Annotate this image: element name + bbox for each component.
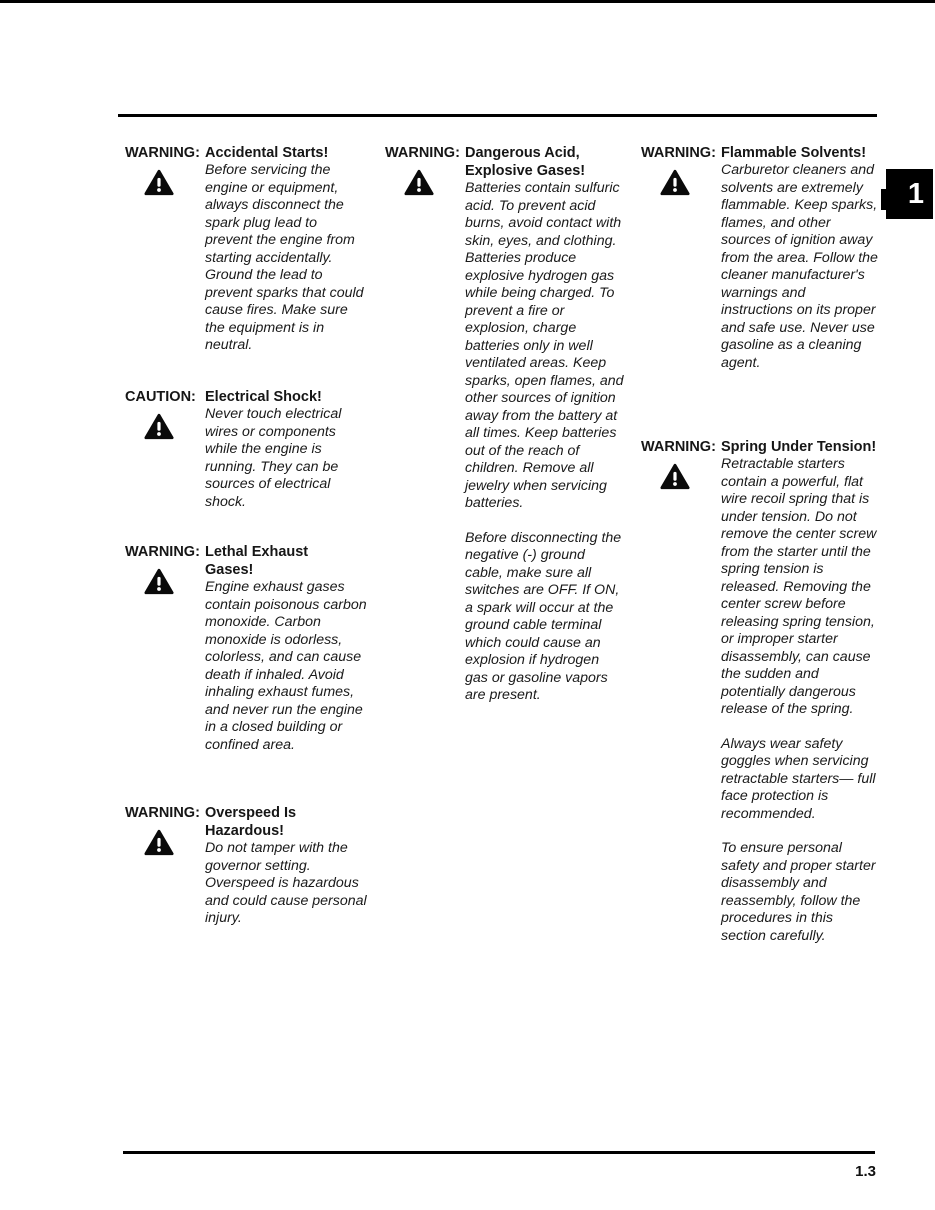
- warning-paragraph: Batteries contain sulfuric acid. To prevent acid burns, avoid contact with skin, eyes, and clothing. Batteries produce explosive hydrogen gas while being charged. To prevent a fire or explosion, charge batteries only in well ventilated areas. Keep sparks, open flames, and other sources of ignition away from the battery at all times. Keep batteries out of the reach of children. Remove all jewelry when servicing batteries.: [465, 180, 624, 511]
- warning-section-accidental-starts: [125, 144, 368, 355]
- warning-body: [721, 456, 881, 945]
- warning-title: [721, 144, 881, 162]
- warning-label: WARNING:: [125, 544, 200, 560]
- scan-edge-artifact: [0, 0, 935, 3]
- warning-body: [205, 162, 368, 355]
- warning-triangle-icon: [144, 169, 174, 196]
- warning-label: WARNING:: [641, 145, 716, 161]
- warning-title-line: Lethal Exhaust: [205, 544, 309, 560]
- warning-section-overspeed: [125, 804, 368, 928]
- bottom-rule: [123, 1151, 875, 1154]
- warning-title: [205, 144, 368, 162]
- section-tab: 1: [886, 169, 933, 219]
- column-left: [125, 144, 368, 1144]
- warning-body: [205, 840, 368, 928]
- caution-paragraph: Never touch electrical wires or components while the engine is running. They can be sources of electrical shock.: [205, 406, 342, 510]
- warning-triangle-icon: [144, 413, 174, 440]
- warning-triangle-icon: [144, 568, 174, 595]
- warning-title-line: Overspeed Is: [205, 805, 297, 821]
- warning-label: WARNING:: [125, 805, 200, 821]
- warning-paragraph: Retractable starters contain a powerful, flat wire recoil spring that is under tension. Do not remove the center screw from the starter until the spring tension is released. Removing the center screw before releasing spring tension, or improper starter disassembly, can cause the sudden and potentially dangerous release of the spring.: [721, 456, 877, 717]
- warning-title-line: Flammable Solvents!: [721, 145, 867, 161]
- warning-title: [465, 144, 625, 180]
- warning-paragraph: Before disconnecting the negative (-) ground cable, make sure all switches are OFF. If ON, a spark will occur at the ground cable terminal which could cause an explosion if hydrogen gas or gasoline vapors are present.: [465, 529, 622, 703]
- warning-body: [465, 180, 625, 705]
- warning-paragraph: Carburetor cleaners and solvents are extremely flammable. Keep sparks, flames, and other sources of ignition away from the area. Follow the cleaner manufacturer's warnings and instructions on its proper and safe use. Never use gasoline as a cleaning agent.: [721, 162, 878, 371]
- warning-section-dangerous-acid: [385, 144, 625, 705]
- warning-label: WARNING:: [125, 145, 200, 161]
- caution-title-line: Electrical Shock!: [205, 389, 322, 405]
- warning-paragraph: Before servicing the engine or equipment, always disconnect the spark plug lead to prevent the engine from starting accidentally. Ground the lead to prevent sparks that could cause fires. Make sure the equipment is in neutral.: [205, 162, 364, 353]
- warning-title-line: Dangerous Acid,: [465, 145, 580, 161]
- warning-title-line: Explosive Gases!: [465, 163, 586, 179]
- warning-paragraph: Engine exhaust gases contain poisonous carbon monoxide. Carbon monoxide is odorless, colorless, and can cause death if inhaled. Avoid inhaling exhaust fumes, and never run the engine in a closed building or confined area.: [205, 579, 367, 753]
- warning-triangle-icon: [660, 169, 690, 196]
- warning-paragraph: To ensure personal safety and proper starter disassembly and reassembly, follow the procedures in this section carefully.: [721, 840, 876, 944]
- caution-title: [205, 388, 368, 406]
- warning-title-line: Accidental Starts!: [205, 145, 329, 161]
- top-rule: [118, 114, 877, 117]
- warning-paragraph: Always wear safety goggles when servicing retractable starters— full face protection is recommended.: [721, 735, 876, 822]
- caution-label: CAUTION:: [125, 389, 196, 405]
- warning-title: [205, 543, 368, 579]
- warning-title-line: Hazardous!: [205, 823, 284, 839]
- warning-label: WARNING:: [385, 145, 460, 161]
- warning-body: [721, 162, 881, 372]
- warning-title-line: Spring Under Tension!: [721, 439, 877, 455]
- warning-triangle-icon: [404, 169, 434, 196]
- warning-triangle-icon: [144, 829, 174, 856]
- warning-section-lethal-exhaust-gases: [125, 543, 368, 754]
- warning-title: [205, 804, 368, 840]
- warning-triangle-icon: [660, 463, 690, 490]
- page-number: 1.3: [855, 1163, 876, 1180]
- caution-section-electrical-shock: [125, 388, 368, 511]
- warning-title: [721, 438, 881, 456]
- warning-section-flammable-solvents: [641, 144, 881, 372]
- warning-title-line: Gases!: [205, 562, 254, 578]
- warning-label: WARNING:: [641, 439, 716, 455]
- warning-body: [205, 579, 368, 754]
- caution-body: [205, 406, 368, 511]
- column-middle: [385, 144, 625, 1144]
- column-right: [641, 144, 881, 1144]
- warning-section-spring-under-tension: [641, 438, 881, 945]
- warning-paragraph: Do not tamper with the governor setting. Overspeed is hazardous and could cause personal injury.: [205, 840, 367, 926]
